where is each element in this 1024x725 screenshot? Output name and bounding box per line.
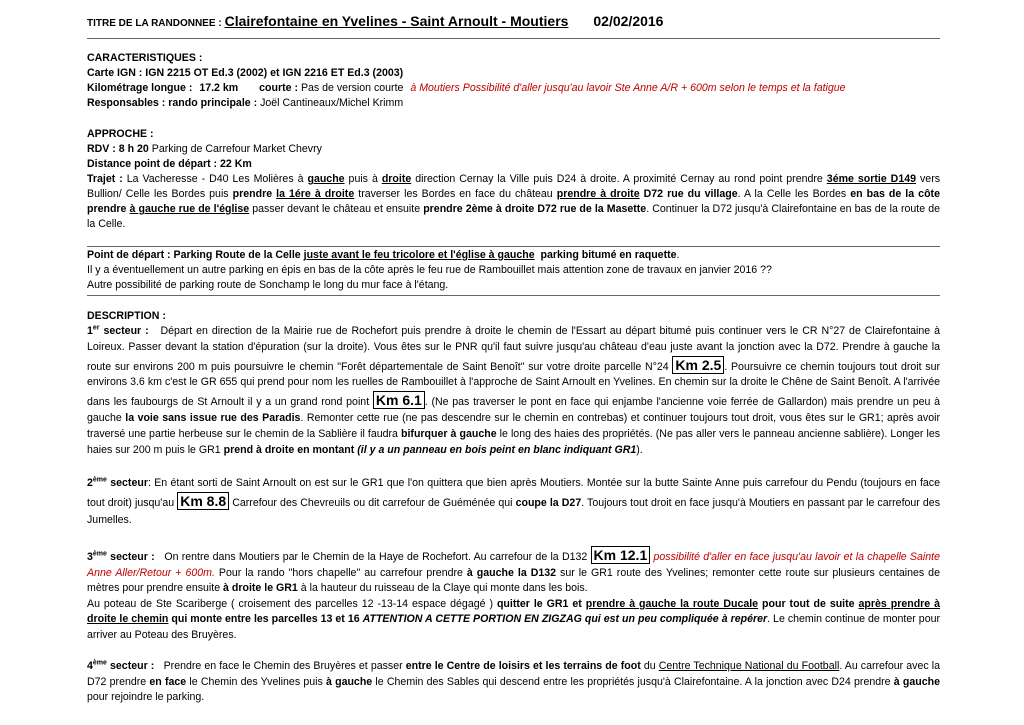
distance-value: 17.2 km <box>199 82 239 94</box>
route-text: puis à <box>348 173 378 185</box>
sector-text: sur le GR1 route des Yvelines; remonter cette route sur plusieurs centaines de mètres pour prendre ensuite <box>87 566 940 595</box>
sector-label: secteur : <box>110 660 155 673</box>
route-text: passer devant le château et ensuite <box>252 203 421 215</box>
sector-text: Au poteau de Ste Scariberge ( croisement des parcelles 12 -13-14 espace dégagé ) <box>87 597 493 610</box>
km-marker: Km 2.5 <box>672 356 724 374</box>
title-row <box>87 14 940 36</box>
sector-label: secteur : <box>103 325 149 337</box>
sector-text: du <box>643 660 656 673</box>
sector-sup: er <box>92 324 100 332</box>
sector-label: secteur : <box>110 551 155 564</box>
sector-text: le long des haies des propriétés. (Ne pas aller vers le panneau ancienne sablière). Longer les haies sur 200 m puis le GR1 <box>87 427 941 456</box>
km-marker: Km 12.1 <box>591 546 651 564</box>
sector-text: . Au carrefour avec la D72 prendre <box>87 660 940 688</box>
sector-text: . Poursuivre ce chemin toujours tout droit sur environs 3.6 km c'est le GR 655 qui prend pour nom les ruelles de Rambouillet à l'approche de Saint Arnoult en Yvelines. En chemin sur la droite le Chêne de Saint Benoît. A l'arrivée dans les faubourgs de St Arnoult il y a un grand rond point <box>87 360 940 409</box>
sector-text: . Remonter cette rue (ne pas descendre sur le chemin en contrebas) et continuer toujours tout droit, vous êtes sur le GR1; après avoir traversé une partie herbeuse sur le chemin de la Sablière il faudra <box>87 411 940 440</box>
rdv-label: RDV : 8 h 20 <box>87 143 149 155</box>
short-label: courte : <box>259 82 298 94</box>
sector-text: : En étant sorti de Saint Arnoult on est sur le GR1 que l'on quittera que bien après Moutiers. Montée sur la butte Sainte Anne puis carrefour du Pendu (toujours en face tout droit) jusqu'au <box>87 477 941 510</box>
hike-title: Clairefontaine en Yvelines - Saint Arnoult - Moutiers <box>224 13 569 29</box>
sector-text: en face <box>149 675 187 688</box>
km-marker: Km 8.8 <box>177 492 229 510</box>
leaders-line <box>87 96 940 111</box>
distance-label: Kilométrage longue : <box>87 82 193 94</box>
sector-text: ). <box>636 443 643 456</box>
distance-to-start: Distance point de départ : 22 Km <box>87 158 252 170</box>
sector-text: (il y a un panneau en bois peint en blanc indiquant GR1 <box>357 443 637 456</box>
sector-text: Départ en direction de la Mairie rue de Rochefort puis prendre à droite le chemin de l'Essart au départ bitumé puis continuer vers le CR N°27 de Clairefontaine à Loireux. Passer devant la station d'épuration (sur la droite). Vous êtes sur le PNR qu'il faut suivre jusqu'au château d'eau juste avant la jonction avec la D72. Prendre à gauche la route sur environs 200 m puis poursuivre le chemin "Forêt départementale de Saint Benoît" sur votre droite parcelle N°24 <box>87 325 940 373</box>
sector-text: prendre à gauche la route Ducale <box>585 597 759 610</box>
start-point-alt-2: Autre possibilité de parking route de Sonchamp le long du mur face à l'étang. <box>87 279 449 291</box>
route-text: . A la Celle les Bordes <box>737 188 847 200</box>
leaders-label: Responsables : rando principale : <box>87 97 258 109</box>
sector-text: pour rejoindre le parking. <box>87 691 205 704</box>
route-text: vers Bullion/ Celle les Bordes puis <box>87 173 941 200</box>
sector-4 <box>87 659 940 706</box>
sector-text: . Le chemin continue de monter pour arriver au Poteau des Bruyères. <box>87 613 941 641</box>
route-text: prendre <box>232 188 273 200</box>
description-heading: DESCRIPTION : <box>87 310 166 322</box>
sector-text: Pour la rando "hors chapelle" au carrefour prendre <box>218 566 463 579</box>
sector-note: possibilité d'aller en face jusqu'au lavoir et la chapelle Sainte Anne Aller/Retour + 600m. <box>87 551 940 579</box>
approach-heading: APPROCHE : <box>87 128 154 140</box>
characteristics-section <box>87 51 940 111</box>
sector-text: le Chemin des Sables qui descend entre les propriétés jusqu'à Clairefontaine. A la jonction avec D24 prendre <box>375 675 891 688</box>
leaders-value: Joël Cantineaux/Michel Krimm <box>260 97 404 109</box>
divider <box>87 38 940 39</box>
sector-text: pour tout de suite <box>762 597 855 610</box>
route-text: La Vacheresse - D40 Les Molières à <box>126 173 304 185</box>
characteristics-heading: CARACTERISTIQUES : <box>87 52 203 64</box>
sector-4-number <box>87 660 154 672</box>
approach-section <box>87 127 940 232</box>
sector-text: après prendre à droite le chemin <box>87 597 941 626</box>
sector-text: à gauche la D132 <box>466 566 557 579</box>
start-point-parking: parking bitumé en raquette <box>540 249 677 261</box>
route-text: droite <box>381 173 412 185</box>
km-marker: Km 6.1 <box>373 391 425 409</box>
sector-text: Centre Technique National du Football <box>658 660 840 673</box>
route-text: 3éme sortie D149 <box>826 173 917 185</box>
route-text: en bas de la côte prendre <box>87 188 940 215</box>
sector-num: 1 <box>87 325 93 337</box>
route-paragraph <box>87 172 940 232</box>
route-text: prendre à droite <box>556 188 640 200</box>
sector-label: secteur <box>110 477 148 490</box>
sector-text: Carrefour des Chevreuils ou dit carrefour de Guéménée qui <box>232 497 513 510</box>
start-point-label: Point de départ : Parking Route de la Celle <box>87 249 301 261</box>
hike-date: 02/02/2016 <box>593 13 664 29</box>
start-point-underlined: juste avant le feu tricolore et l'église à gauche <box>303 249 535 261</box>
sector-1-number <box>87 325 149 337</box>
sector-text: . Toujours tout droit en face jusqu'à Moutiers en passant par le carrefour des Jumelles. <box>87 497 940 527</box>
sector-num: 4 <box>87 660 93 673</box>
short-note: à Moutiers Possibilité d'aller jusqu'au lavoir Ste Anne A/R + 600m selon le temps et la fatigue <box>410 82 846 94</box>
start-point-alt-1: Il y a éventuellement un autre parking en épis en bas de la côte après le feu rue de Rambouillet mais attention zone de travaux en janvier 2016 ?? <box>87 264 772 276</box>
start-point-section <box>87 248 940 293</box>
sector-2-number <box>87 477 148 489</box>
route-text: D72 rue du village <box>643 188 738 200</box>
start-point-line: Point de départ : Parking Route de la Celle juste avant le feu tricolore et l'église à gauche parking bitumé en raquette. <box>87 249 680 261</box>
route-text: . Continuer la D72 jusqu'à Clairefontaine en bas de la route de la Celle. <box>87 203 940 230</box>
sector-text: à droite le GR1 <box>223 582 298 595</box>
sector-text: à la hauteur du ruisseau de la Claye qui monte dans les bois. <box>300 582 588 595</box>
sector-text: . (Ne pas traverser le pont en face qui enjambe l'ancienne voie ferrée de Gallardon) mais prendre un peu à gauche <box>87 396 940 424</box>
sector-sup: ème <box>92 659 107 667</box>
sector-sup: ème <box>92 550 107 558</box>
route-text: la 1ére à droite <box>276 188 355 200</box>
sector-num: 2 <box>87 477 93 490</box>
sector-text: qui monte entre les parcelles 13 et 16 <box>171 613 360 626</box>
description-section <box>87 309 940 706</box>
rdv-line <box>87 142 940 157</box>
sector-text: à gauche <box>893 675 940 688</box>
route-text: prendre 2ème à droite D72 rue de la Masette <box>423 203 647 215</box>
sector-text: prend à droite en montant <box>223 443 355 456</box>
sector-1 <box>87 324 940 458</box>
route-text: gauche <box>307 173 345 185</box>
divider <box>87 246 940 247</box>
title-label: TITRE DE LA RANDONNEE : <box>87 18 222 29</box>
sector-text: ATTENTION A CETTE PORTION EN ZIGZAG qui est un peu compliquée à repérer <box>362 613 768 626</box>
sector-text: la voie sans issue rue des Paradis <box>125 411 301 424</box>
distance-line <box>87 81 940 96</box>
sector-text: quitter le GR1 et <box>496 597 582 610</box>
sector-text: le Chemin des Yvelines puis <box>189 675 323 688</box>
sector-text: Prendre en face le Chemin des Bruyères et passer <box>163 660 403 673</box>
sector-num: 3 <box>87 551 93 564</box>
sector-3-number <box>87 551 155 563</box>
sector-text: coupe la D27 <box>515 497 582 510</box>
sector-text: à gauche <box>326 675 373 688</box>
route-text: direction Cernay la Ville puis D24 à droite. A proximité Cernay au rond point prendre <box>415 173 823 185</box>
short-value: Pas de version courte <box>300 82 404 94</box>
route-text: traverser les Bordes en face du château <box>358 188 553 200</box>
route-label: Trajet : <box>87 173 123 185</box>
sector-text: On rentre dans Moutiers par le Chemin de la Haye de Rochefort. Au carrefour de la D132 <box>164 551 588 564</box>
rdv-value: Parking de Carrefour Market Chevry <box>151 143 322 155</box>
sector-2 <box>87 475 940 529</box>
map-reference: Carte IGN : IGN 2215 OT Ed.3 (2002) et IGN 2216 ET Ed.3 (2003) <box>87 67 404 79</box>
sector-3 <box>87 546 940 643</box>
divider <box>87 295 940 296</box>
route-text: à gauche rue de l'église <box>129 203 250 215</box>
sector-sup: ème <box>92 476 107 484</box>
sector-text: bifurquer à gauche <box>401 427 497 440</box>
sector-text: entre le Centre de loisirs et les terrains de foot <box>405 660 641 673</box>
